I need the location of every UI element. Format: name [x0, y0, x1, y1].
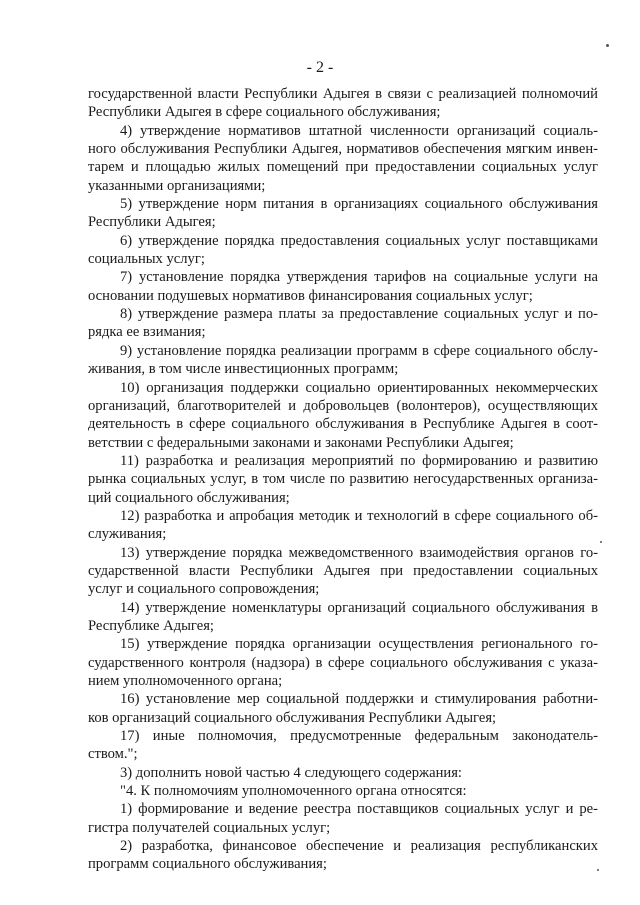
text-line: деятельность в сфере социального обслуживания в Республике Адыгея в соот- [88, 416, 598, 433]
text-line: "4. К полномочиям уполномоченного органа относятся: [120, 783, 467, 800]
text-line: программ социального обслуживания; [88, 856, 327, 873]
text-line: государственной власти Республики Адыгея в связи с реализацией полномочий [88, 86, 598, 102]
text-line: 2) разработка, финансовое обеспечение и реализация республиканских [120, 838, 598, 855]
text-line: рынка социальных услуг, в том числе по развитию негосударственных организа- [88, 471, 598, 488]
text-line: ством."; [88, 746, 138, 763]
text-line: организаций, благотворителей и добровольцев (волонтеров), осуществляющих [88, 397, 598, 414]
scan-speck [606, 44, 609, 47]
text-line: рядка ее взимания; [88, 324, 206, 341]
text-line: 6) утверждение порядка предоставления социальных услуг поставщиками [120, 232, 598, 249]
text-line: гистра получателей социальных услуг; [88, 819, 331, 836]
text-line: 16) установление мер социальной поддержки и стимулирования работни- [120, 691, 598, 708]
text-line: 9) установление порядка реализации программ в сфере социального обслу- [120, 342, 598, 359]
text-line: 14) утверждение номенклатуры организаций социального обслуживания в [120, 599, 598, 616]
text-line: служивания; [88, 526, 167, 543]
text-line: сударственной власти Республики Адыгея при предоставлении социальных [88, 562, 598, 579]
text-line: 13) утверждение порядка межведомственного взаимодействия органов го- [120, 544, 598, 561]
text-line: 17) иные полномочия, предусмотренные федеральным законодатель- [120, 728, 598, 745]
page-number: - 2 - [306, 59, 334, 76]
scan-speck [597, 869, 599, 871]
text-line: сударственного контроля (надзора) в сфере социального обслуживания с указа- [88, 654, 598, 671]
text-line: 4) утверждение нормативов штатной численности организаций социаль- [120, 122, 598, 139]
text-line: тарем и площадью жилых помещений при предоставлении социальных услуг [88, 159, 598, 176]
text-line: 11) разработка и реализация мероприятий по формированию и развитию [120, 452, 598, 469]
text-line: Республики Адыгея; [88, 214, 216, 231]
text-line: 7) установление порядка утверждения тарифов на социальные услуги на [120, 269, 598, 286]
text-line: 15) утверждение порядка организации осуществления регионального го- [120, 636, 598, 653]
text-line: ций социального обслуживания; [88, 489, 290, 506]
text-line: 12) разработка и апробация методик и технологий в сфере социального об- [120, 507, 598, 524]
text-line: Республики Адыгея в сфере социального обслуживания; [88, 104, 441, 121]
text-line: социальных услуг; [88, 251, 205, 268]
text-line: услуг и социального сопровождения; [88, 581, 320, 598]
text-line: ков организаций социального обслуживания Республики Адыгея; [88, 709, 497, 726]
text-line: живания, в том числе инвестиционных программ; [88, 361, 399, 378]
text-line: основании подушевых нормативов финансирования социальных услуг; [88, 287, 533, 304]
document-body [88, 85, 598, 874]
text-line: Республике Адыгея; [88, 617, 214, 634]
text-line: ветствии с федеральными законами и законами Республики Адыгея; [88, 434, 514, 451]
text-line: 3) дополнить новой частью 4 следующего содержания: [120, 764, 462, 781]
text-line: 8) утверждение размера платы за предоставление социальных услуг и по- [120, 306, 598, 323]
text-line: 1) формирование и ведение реестра поставщиков социальных услуг и ре- [120, 801, 598, 818]
text-line: 5) утверждение норм питания в организациях социального обслуживания [120, 196, 598, 213]
text-line: 10) организация поддержки социально ориентированных некоммерческих [120, 379, 598, 396]
text-line: нием уполномоченного органа; [88, 673, 283, 689]
text-line: указанными организациями; [88, 177, 266, 194]
scan-speck [600, 541, 602, 543]
text-line: ного обслуживания Республики Адыгея, нормативов обеспечения мягким инвен- [88, 141, 598, 158]
